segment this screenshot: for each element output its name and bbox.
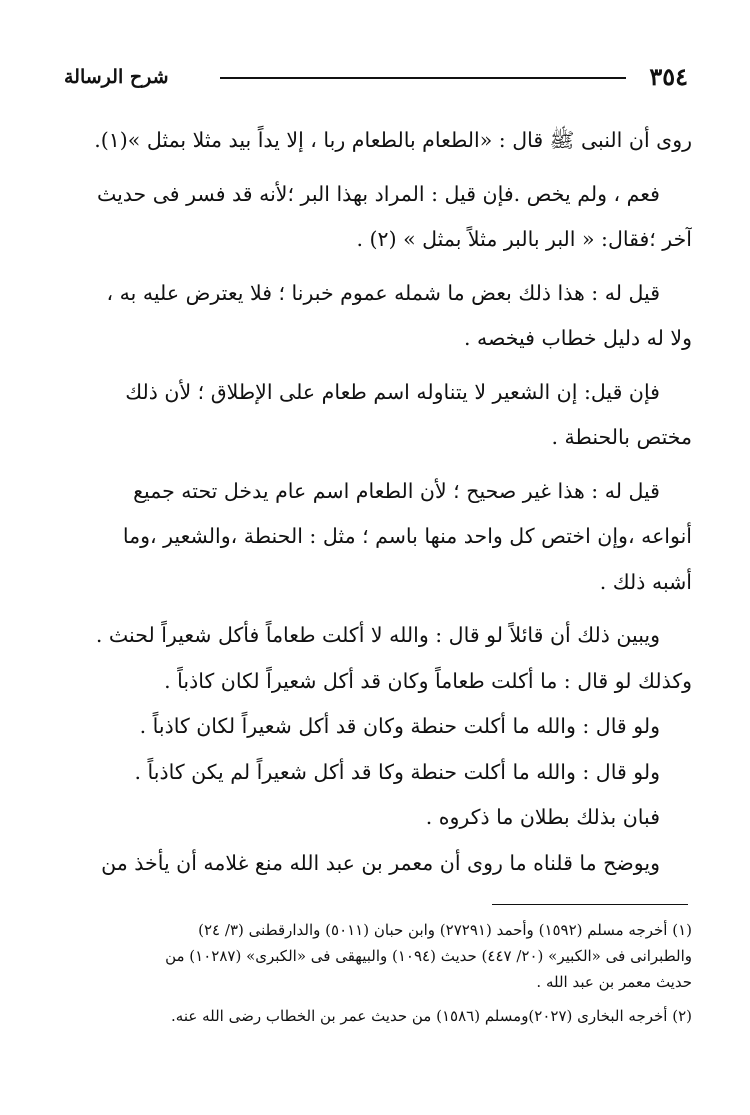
text-line: فعم ، ولم يخص .فإن قيل : المراد بهذا البر ؛لأنه قد فسر فى حديث <box>96 181 660 206</box>
text-line: روى أن النبى ﷺ قال : «الطعام بالطعام ربا ، إلا يداً بيد مثلا بمثل »(١). <box>94 128 692 152</box>
header-rule <box>220 77 626 79</box>
text-line: وكذلك لو قال : ما أكلت طعاماً وكان قد أكل شعيراً لكان كاذباً . <box>164 668 692 693</box>
text-line: أشبه ذلك . <box>599 569 692 594</box>
text-line: مختص بالحنطة . <box>551 425 692 449</box>
running-title: شرح الرسالة <box>64 66 169 88</box>
text-line: آخر ؛فقال: « البر بالبر مثلاً بمثل » (٢) . <box>356 227 692 251</box>
text-line: ويوضح ما قلناه ما روى أن معمر بن عبد الله منع غلامه أن يأخذ من <box>101 850 660 875</box>
body-text <box>62 118 692 886</box>
text-line: فإن قيل: إن الشعير لا يتناوله اسم طعام على الإطلاق ؛ لأن ذلك <box>125 379 660 404</box>
page-number: ٣٥٤ <box>649 62 688 91</box>
text-line: ولو قال : والله ما أكلت حنطة وكا قد أكل شعيراً لم يكن كاذباً . <box>134 759 660 784</box>
text-line: فبان بذلك بطلان ما ذكروه . <box>425 805 660 829</box>
text-line: قيل له : هذا غير صحيح ؛ لأن الطعام اسم عام يدخل تحته جميع <box>133 478 660 503</box>
footnote-line: حديث معمر بن عبد الله . <box>536 973 692 991</box>
footnote-line: (٢) أخرجه البخارى (٢٠٢٧)ومسلم (١٥٨٦) من حديث عمر بن الخطاب رضى الله عنه. <box>171 1007 692 1025</box>
footnote-line: والطبرانى فى «الكبير» (٢٠/ ٤٤٧) حديث (١٠٩٤) والبيهقى فى «الكبرى» (١٠٢٨٧) من <box>165 947 692 965</box>
footnotes <box>62 917 692 1029</box>
footnote-line: (١) أخرجه مسلم (١٥٩٢) وأحمد (٢٧٢٩١) وابن حبان (٥٠١١) والدارقطنى (٣/ ٢٤) <box>198 921 692 939</box>
footnote-rule <box>492 904 688 905</box>
page-header <box>64 62 688 96</box>
text-line: ويبين ذلك أن قائلاً لو قال : والله لا أكلت طعاماً فأكل شعيراً لحنث . <box>95 623 660 647</box>
text-line: ولا له دليل خطاب فيخصه . <box>463 326 692 350</box>
text-line: أنواعه ،وإن اختص كل واحد منها باسم ؛ مثل : الحنطة ،والشعير ،وما <box>122 524 692 548</box>
text-line: ولو قال : والله ما أكلت حنطة وكان قد أكل شعيراً لكان كاذباً . <box>139 714 660 738</box>
text-line: قيل له : هذا ذلك بعض ما شمله عموم خبرنا ؛ فلا يعترض عليه به ، <box>106 280 660 305</box>
